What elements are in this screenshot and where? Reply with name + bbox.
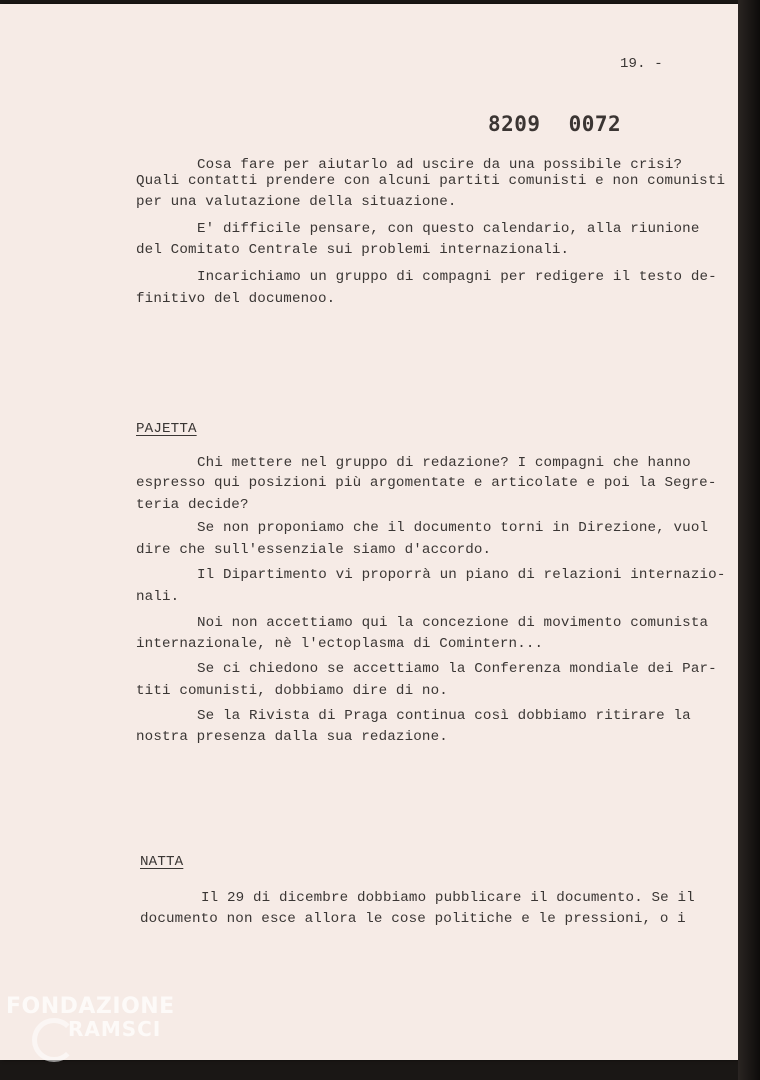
text-line: Se ci chiedono se accettiamo la Conferenza mondiale dei Par- [197, 661, 717, 677]
speaker-pajetta: PAJETTA [136, 421, 197, 437]
text-line: Quali contatti prendere con alcuni partiti comunisti e non comunisti [136, 173, 726, 189]
text-line: Chi mettere nel gruppo di redazione? I compagni che hanno [197, 455, 691, 471]
text-line: E' difficile pensare, con questo calendario, alla riunione [197, 221, 700, 237]
fondazione-gramsci-watermark [6, 996, 175, 1040]
text-line: internazionale, nè l'ectoplasma di Comintern... [136, 636, 544, 652]
page-edge [738, 0, 760, 1080]
text-line: espresso qui posizioni più argomentate e articolate e poi la Segre- [136, 475, 717, 491]
text-line: del Comitato Centrale sui problemi internazionali. [136, 242, 570, 258]
page-number: 19. - [620, 56, 663, 72]
text-line: Il Dipartimento vi proporrà un piano di relazioni internazio- [197, 567, 726, 583]
text-line: titi comunisti, dobbiamo dire di no. [136, 683, 448, 699]
text-line: per una valutazione della situazione. [136, 194, 457, 210]
watermark-line2: RAMSCI [68, 1017, 162, 1041]
text-line: finitivo del documenoo. [136, 291, 336, 307]
archive-code [488, 112, 621, 136]
archive-code-number: 0072 [568, 112, 622, 136]
watermark-line1: FONDAZIONE [6, 994, 175, 1019]
text-line: Il 29 di dicembre dobbiamo pubblicare il documento. Se il [201, 890, 695, 906]
text-line: Se non proponiamo che il documento torni in Direzione, vuol [197, 520, 709, 536]
text-line: dire che sull'essenziale siamo d'accordo. [136, 542, 492, 558]
text-line: Cosa fare per aiutarlo ad uscire da una possibile crisi? [197, 157, 683, 173]
text-line: teria decide? [136, 497, 249, 513]
text-line: documento non esce allora le cose politiche e le pressioni, o i [140, 911, 686, 927]
text-line: Incarichiamo un gruppo di compagni per redigere il testo de- [197, 269, 717, 285]
text-line: Se la Rivista di Praga continua così dobbiamo ritirare la [197, 708, 691, 724]
watermark-g-logo-icon [32, 1018, 76, 1062]
text-line: nostra presenza dalla sua redazione. [136, 729, 448, 745]
text-line: Noi non accettiamo qui la concezione di movimento comunista [197, 615, 709, 631]
archive-code-series: 8209 [488, 112, 541, 136]
speaker-natta: NATTA [140, 854, 184, 870]
text-line: nali. [136, 589, 180, 605]
